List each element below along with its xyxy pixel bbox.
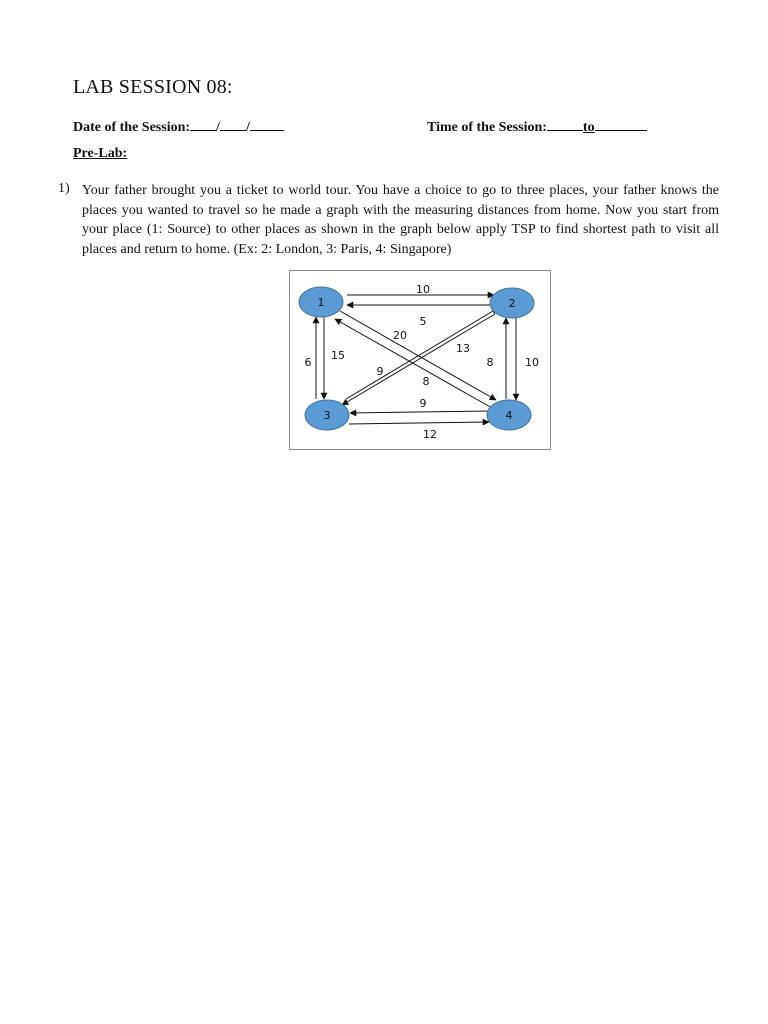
graph-node-label-3: 3 <box>323 409 331 422</box>
tsp-graph-figure <box>289 270 551 450</box>
date-label: Date of the Session: <box>73 120 191 135</box>
edge-weight-3-2: 9 <box>376 365 384 378</box>
date-month-blank <box>220 118 246 131</box>
question-number: 1) <box>58 181 70 196</box>
time-to-label: to <box>582 120 595 135</box>
edge-3-4 <box>349 422 489 424</box>
graph-node-label-1: 1 <box>317 296 325 309</box>
date-of-session <box>73 118 284 136</box>
graph-node-label-2: 2 <box>508 297 516 310</box>
edge-weight-1-4: 20 <box>393 329 407 342</box>
edge-weight-1-2: 10 <box>416 283 430 296</box>
date-day-blank <box>190 118 216 131</box>
date-separator: / <box>216 120 220 135</box>
edge-4-3 <box>350 411 490 413</box>
edge-weight-1-3: 15 <box>331 349 345 362</box>
time-end-blank <box>595 118 647 131</box>
edge-weight-2-1: 5 <box>419 315 427 328</box>
edge-weight-2-4: 10 <box>525 356 539 369</box>
time-label: Time of the Session: <box>427 120 547 135</box>
time-start-blank <box>547 118 583 131</box>
edge-weight-4-3: 9 <box>419 397 427 410</box>
edge-weight-4-1: 8 <box>422 375 430 388</box>
question-text: Your father brought you a ticket to world tour. You have a choice to go to three places, your father knows the places you wanted to travel so he made a graph with the measuring distances from home. Now you start from your place (1: Source) to other places as shown in the graph below apply TSP to find shortest path to visit all places and return to home. (Ex: 2: London, 3: Paris, 4: Singapore) <box>82 183 719 257</box>
edge-weight-2-3: 13 <box>456 342 470 355</box>
tsp-graph <box>290 271 552 451</box>
session-meta-row <box>73 118 673 138</box>
graph-node-label-4: 4 <box>505 409 513 422</box>
prelab-heading: Pre-Lab: <box>73 146 128 161</box>
edge-weight-3-1: 6 <box>304 356 312 369</box>
edge-weight-3-4: 12 <box>423 428 437 441</box>
page-title: LAB SESSION 08: <box>73 76 233 98</box>
date-separator: / <box>245 120 250 135</box>
edge-weight-4-2: 8 <box>486 356 494 369</box>
time-of-session <box>427 118 647 136</box>
edge-2-3 <box>342 314 495 405</box>
date-year-blank <box>250 118 284 131</box>
